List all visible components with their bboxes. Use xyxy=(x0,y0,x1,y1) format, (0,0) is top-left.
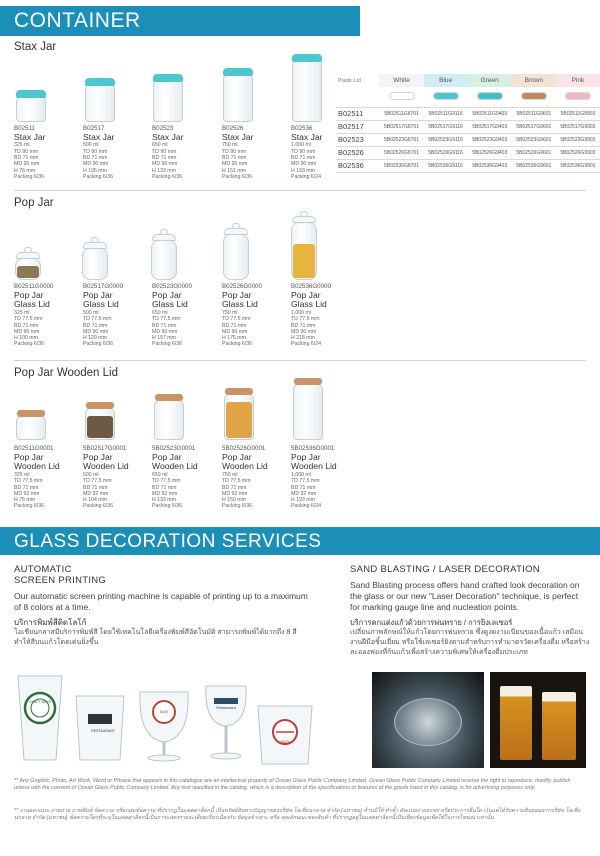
product-spec: 500 ml xyxy=(83,471,99,478)
product-spec: Packing 6/36 xyxy=(222,341,252,348)
lid-item-code: 5B02536G9116 xyxy=(424,159,468,172)
lid-table-header-row xyxy=(336,74,600,87)
product-spec: Packing 6/36 xyxy=(14,503,44,510)
lid-color-swatch xyxy=(521,92,547,100)
product-spec: 750 ml xyxy=(222,309,238,316)
product-spec: Packing 6/36 xyxy=(14,173,44,180)
product-spec: 325 ml xyxy=(14,309,30,316)
sand-blasting-block xyxy=(350,564,590,658)
glass-lid xyxy=(152,234,176,241)
product-code: B02511G0000 xyxy=(14,283,54,290)
product-spec: 325 ml xyxy=(14,142,30,149)
pop-section-title: Pop Jar xyxy=(14,197,54,209)
lid-item-code: 5B02511G9403 xyxy=(468,107,512,120)
product-spec: MD 92 mm xyxy=(222,490,248,497)
product-spec: H 218 mm xyxy=(291,335,315,342)
lid-color-header: Blue xyxy=(424,74,468,87)
services-title-bar xyxy=(0,527,600,555)
lid-knob xyxy=(232,223,240,229)
product-spec: Packing 6/36 xyxy=(152,341,182,348)
product-spec: BD 71 mm xyxy=(291,322,316,329)
product-card xyxy=(222,284,288,348)
lid-knob xyxy=(300,211,308,217)
product-code: B02517G0000 xyxy=(83,283,123,290)
product-lid-type: Glass Lid xyxy=(152,299,188,310)
product-name: Pop Jar xyxy=(291,451,321,462)
jar-image xyxy=(223,234,249,280)
product-name: Stax Jar xyxy=(83,131,115,142)
product-spec: BD 71 mm xyxy=(14,154,39,161)
product-spec: H 151 mm xyxy=(222,167,246,174)
lid-item-code: 5B02511G9601 xyxy=(512,107,556,120)
product-spec: Packing 6/24 xyxy=(291,341,321,348)
product-card xyxy=(222,446,288,510)
lid-row-code: B02523 xyxy=(336,133,379,146)
product-card xyxy=(83,446,149,510)
product-code: 5B02517G0001 xyxy=(83,445,127,452)
lid-item-code: 5B02536G8701 xyxy=(379,159,423,172)
product-name: Pop Jar xyxy=(222,289,252,300)
product-spec: MD 90 mm xyxy=(83,161,109,168)
sand-thai-heading: บริการตกแต่งแก้วด้วยการพ่นทราย / การยิงเลเซอร์ xyxy=(350,618,513,627)
product-spec: 650 ml xyxy=(152,142,168,149)
product-spec: H 75 mm xyxy=(14,497,36,504)
product-spec: 500 ml xyxy=(83,309,99,316)
product-code: 5B02523G0001 xyxy=(152,445,196,452)
lid-color-swatch xyxy=(565,92,591,100)
product-lid-type: Wooden Lid xyxy=(291,461,337,472)
product-spec: Packing 6/36 xyxy=(222,173,252,180)
glass-lid xyxy=(224,228,248,235)
product-code: 5B02526G0001 xyxy=(222,445,266,452)
lid-knob xyxy=(160,229,168,235)
product-spec: H 150 mm xyxy=(222,497,246,504)
lid-color-table xyxy=(336,74,600,173)
glass-lid xyxy=(83,242,107,249)
product-spec: 500 ml xyxy=(83,142,99,149)
product-spec: MD 90 mm xyxy=(152,161,178,168)
lid-swatch-cell xyxy=(468,87,512,107)
product-card xyxy=(291,446,357,510)
lid-item-code: 5B02517G9601 xyxy=(512,120,556,133)
product-spec: TD 90 mm xyxy=(291,148,316,155)
lid-color-swatch xyxy=(389,92,415,100)
product-name: Pop Jar xyxy=(152,289,182,300)
product-code: B02523G0000 xyxy=(152,283,192,290)
product-card xyxy=(14,446,80,510)
product-spec: 325 ml xyxy=(14,471,30,478)
product-spec: 1,000 ml xyxy=(291,309,311,316)
product-spec: 750 ml xyxy=(222,142,238,149)
lid-knob xyxy=(24,247,32,253)
product-spec: TD 77.5 mm xyxy=(291,316,320,323)
product-spec: MD 92 mm xyxy=(152,490,178,497)
product-spec: BD 71 mm xyxy=(222,322,247,329)
product-spec: TD 77.5 mm xyxy=(83,478,112,485)
wooden-lid xyxy=(225,388,253,395)
product-name: Pop Jar xyxy=(222,451,252,462)
product-spec: TD 77.5 mm xyxy=(83,316,112,323)
product-spec: H 76 mm xyxy=(14,167,36,174)
product-spec: 1,000 ml xyxy=(291,142,311,149)
lid-row-code: B02511 xyxy=(336,107,379,120)
product-name: Stax Jar xyxy=(291,131,323,142)
jar-lid xyxy=(16,90,46,98)
product-card xyxy=(14,284,80,348)
product-spec: H 193 mm xyxy=(291,167,315,174)
product-spec: 650 ml xyxy=(152,309,168,316)
product-spec: TD 77.5 mm xyxy=(14,316,43,323)
lid-item-code: 5B02523G8701 xyxy=(379,133,423,146)
product-spec: BD 71 mm xyxy=(83,484,108,491)
lid-item-code: 5B02511G9116 xyxy=(424,107,468,120)
product-spec: Packing 6/24 xyxy=(291,503,321,510)
product-spec: BD 71 mm xyxy=(14,322,39,329)
lid-swatch-cell xyxy=(379,87,423,107)
product-name: Stax Jar xyxy=(152,131,184,142)
product-lid-type: Wooden Lid xyxy=(152,461,198,472)
product-lid-type: Glass Lid xyxy=(83,299,119,310)
sand-blasted-glass-photo xyxy=(372,672,484,768)
footer-disclaimer-th: ** งานออกแบบ ภาพถ่าย ภาพพิมพ์ ข้อความ หรือกลุ่มข้อความ ที่ปรากฏในแคตตาล็อกนี้ เป็นทรัพย์สินทางปัญญาของบริษัท โอเชียนกลาส จำกัด (มหาชน) ห้ามมิให้ ทำซ้ำ ดัดแปลง เผยแพร่ หรือประการอื่นใด เว้นแต่ได้รับความยินยอมจากบริษัท โอเชียนกลาส จำกัด (มหาชน) ข้อความใดๆที่ระบุในแคตตาล็อกนี้เป็นการแสดงรายละเอียดเกี่ยวเนื่องกับ ข้อมูลจำเพาะ หรือ คุณลักษณะของสินค้า ที่ปรากฏอยู่ในแคตตาล็อกนี้เป็นเพียงข้อมูลเพื่อใช้ในการโฆษณาเท่านั้น xyxy=(14,808,581,822)
product-spec: TD 90 mm xyxy=(14,148,39,155)
jar-image xyxy=(223,74,253,122)
lid-row-code: B02536 xyxy=(336,159,379,172)
lid-item-code: 5B02511G9903 xyxy=(556,107,600,120)
product-spec: 750 ml xyxy=(222,471,238,478)
product-spec: Packing 6/36 xyxy=(152,173,182,180)
logo-text: BAR xyxy=(280,739,290,744)
lid-swatch-cell xyxy=(556,87,600,107)
lid-knob xyxy=(91,237,99,243)
product-spec: MD 92 mm xyxy=(83,490,109,497)
product-lid-type: Glass Lid xyxy=(14,299,50,310)
product-spec: TD 77.5 mm xyxy=(152,478,181,485)
lid-swatch-cell xyxy=(424,87,468,107)
product-spec: H 129 mm xyxy=(83,335,107,342)
wooden-lid xyxy=(155,394,183,401)
lid-table-row xyxy=(336,146,600,159)
jar-lid xyxy=(85,78,115,86)
product-code: B02536G0000 xyxy=(291,283,331,290)
product-spec: MD 90 mm xyxy=(291,161,317,168)
lid-color-header: Brown xyxy=(512,74,556,87)
product-code: B02517 xyxy=(83,125,105,132)
screen-heading-1: AUTOMATIC xyxy=(14,564,72,575)
lid-table-row xyxy=(336,159,600,172)
lid-table-body xyxy=(336,107,600,172)
product-spec: MD 90 mm xyxy=(83,328,109,335)
product-card xyxy=(152,284,218,348)
lid-row-code: B02526 xyxy=(336,146,379,159)
product-lid-type: Wooden Lid xyxy=(83,461,129,472)
wooden-lid xyxy=(294,378,322,385)
product-name: Pop Jar xyxy=(14,451,44,462)
product-spec: BD 71 mm xyxy=(83,154,108,161)
product-spec: Packing 6/36 xyxy=(83,503,113,510)
product-name: Stax Jar xyxy=(222,131,254,142)
lid-swatch-cell xyxy=(512,87,556,107)
lid-item-code: 5B02517G9403 xyxy=(468,120,512,133)
wooden-lid xyxy=(86,402,114,409)
product-spec: MD 92 mm xyxy=(14,490,40,497)
product-spec: H 105 mm xyxy=(83,167,107,174)
product-spec: BD 71 mm xyxy=(152,322,177,329)
jar-image xyxy=(292,60,322,122)
jar-contents xyxy=(293,244,315,278)
product-spec: Packing 6/36 xyxy=(83,173,113,180)
product-spec: TD 77.5 mm xyxy=(222,478,251,485)
product-lid-type: Wooden Lid xyxy=(222,461,268,472)
lid-item-code: 5B02526G8701 xyxy=(379,146,423,159)
product-card xyxy=(222,126,288,180)
product-spec: BD 71 mm xyxy=(222,154,247,161)
lid-table-row xyxy=(336,120,600,133)
sand-heading: SAND BLASTING / LASER DECORATION xyxy=(350,564,540,575)
lid-item-code: 5B02536G9903 xyxy=(556,159,600,172)
screen-body: Our automatic screen printing machine is capable of printing up to a maximum of 8 colors at a time. xyxy=(14,591,308,612)
lid-item-code: 5B02523G9403 xyxy=(468,133,512,146)
product-spec: TD 90 mm xyxy=(152,148,177,155)
product-card xyxy=(83,284,149,348)
jar-image xyxy=(16,96,46,122)
glass-lid xyxy=(292,216,316,223)
product-spec: H 175 mm xyxy=(222,335,246,342)
product-card xyxy=(14,126,80,180)
jar-image xyxy=(82,248,108,280)
beer-glass-image xyxy=(542,692,576,760)
lid-item-code: 5B02523G9116 xyxy=(424,133,468,146)
lid-item-code: 5B02536G9601 xyxy=(512,159,556,172)
product-name: Pop Jar xyxy=(83,451,113,462)
lid-item-code: 5B02526G9116 xyxy=(424,146,468,159)
product-spec: MD 90 mm xyxy=(291,328,317,335)
product-spec: MD 90 mm xyxy=(14,328,40,335)
product-spec: Packing 6/36 xyxy=(83,341,113,348)
product-card xyxy=(291,284,357,348)
jar-lid xyxy=(223,68,253,76)
lid-item-code: 5B02526G9903 xyxy=(556,146,600,159)
product-spec: BD 71 mm xyxy=(83,322,108,329)
product-lid-type: Wooden Lid xyxy=(14,461,60,472)
product-spec: Packing 6/24 xyxy=(291,173,321,180)
lid-item-code: 5B02511G8701 xyxy=(379,107,423,120)
product-spec: TD 77.5 mm xyxy=(222,316,251,323)
product-spec: H 133 mm xyxy=(152,497,176,504)
screen-thai-body: โอเชียนกลาสมีบริการพิมพ์สี โดยใช้เทคโนโลยีเครื่องพิมพ์สีอัตโนมัติ สามารถพิมพ์ได้มากถึง 8 สี ทำให้สีบนแก้วโดดเด่นยิ่งขึ้น xyxy=(14,629,297,646)
product-spec: MD 90 mm xyxy=(14,161,40,168)
glass-lid xyxy=(16,252,40,259)
lid-row-code: B02517 xyxy=(336,120,379,133)
product-spec: BD 71 mm xyxy=(152,484,177,491)
divider xyxy=(14,190,586,191)
screen-printing-block xyxy=(14,564,314,648)
jar-contents xyxy=(226,402,252,438)
jar-image xyxy=(153,80,183,122)
services-title: GLASS DECORATION SERVICES xyxy=(14,531,322,552)
screen-heading-2: SCREEN PRINTING xyxy=(14,575,107,586)
lid-table-row xyxy=(336,133,600,146)
logo-text: BAR xyxy=(159,709,169,714)
lid-item-code: 5B02526G9403 xyxy=(468,146,512,159)
product-lid-type: Glass Lid xyxy=(291,299,327,310)
lid-color-header: White xyxy=(379,74,423,87)
product-card xyxy=(152,446,218,510)
product-card xyxy=(152,126,218,180)
product-spec: MD 90 mm xyxy=(222,161,248,168)
stax-section-title: Stax Jar xyxy=(14,41,57,53)
product-spec: H 157 mm xyxy=(152,335,176,342)
jar-image xyxy=(16,416,46,440)
lid-item-code: 5B02517G9903 xyxy=(556,120,600,133)
page-title-bar xyxy=(0,6,360,36)
lid-table-row xyxy=(336,107,600,120)
screen-thai-heading: บริการพิมพ์สีติดโลโก้ xyxy=(14,618,87,627)
beer-glass-image xyxy=(500,686,532,760)
product-spec: TD 77.5 mm xyxy=(291,478,320,485)
jar-lid xyxy=(292,54,322,62)
product-spec: MD 90 mm xyxy=(152,328,178,335)
product-name: Pop Jar xyxy=(83,289,113,300)
product-code: B02526 xyxy=(222,125,244,132)
lid-item-code: 5B02517G8701 xyxy=(379,120,423,133)
product-spec: Packing 6/36 xyxy=(14,341,44,348)
product-spec: BD 71 mm xyxy=(291,484,316,491)
product-spec: TD 77.5 mm xyxy=(152,316,181,323)
lid-color-swatch xyxy=(433,92,459,100)
product-spec: TD 77.5 mm xyxy=(14,478,43,485)
glass-bottom-image xyxy=(394,698,462,746)
product-spec: H 133 mm xyxy=(152,167,176,174)
lid-item-code: 5B02526G9601 xyxy=(512,146,556,159)
jar-image xyxy=(85,84,115,122)
beer-glasses-photo xyxy=(490,672,586,768)
sand-body: Sand Blasting process offers hand crafted look decoration on the glass or our new "Laser Decoration" technique, is perfect for marking gauge line and nucleation points. xyxy=(350,580,580,612)
footer-disclaimer-en: ** Any Graphic, Photo, Art Work, Word or Phrase that appears in this catalogue are an intellectual property of Ocean Glass Public Company Limited. Ocean Glass Public Company Limited reserve the right to reproduce, modify, publish unless with the consent of Ocean Glass Public Company Limited. Any text specified in the catalog, which is a description of the specifications or features of the goods listed in this catalog, is for advertising purposes only. xyxy=(14,778,571,792)
product-code: B02523 xyxy=(152,125,174,132)
logo-text: RESTAURANT xyxy=(91,729,115,733)
jar-lid xyxy=(153,74,183,82)
product-spec: H 193 mm xyxy=(291,497,315,504)
product-code: B02511G0001 xyxy=(14,445,54,452)
product-spec: BD 71 mm xyxy=(152,154,177,161)
product-spec: BD 71 mm xyxy=(222,484,247,491)
lid-swatch-row xyxy=(336,87,600,107)
jar-contents xyxy=(87,416,113,438)
product-spec: Packing 6/36 xyxy=(222,503,252,510)
product-code: B02526G0000 xyxy=(222,283,262,290)
lid-item-code: 5B02517G9116 xyxy=(424,120,468,133)
jar-contents xyxy=(17,266,39,278)
logo-text: CRAFT BEER xyxy=(28,700,52,704)
wood-section-title: Pop Jar Wooden Lid xyxy=(14,367,118,379)
product-spec: TD 90 mm xyxy=(222,148,247,155)
product-lid-type: Glass Lid xyxy=(222,299,258,310)
product-spec: 1,000 ml xyxy=(291,471,311,478)
logo-text: Restaurant xyxy=(216,705,236,710)
product-name: Pop Jar xyxy=(152,451,182,462)
lid-item-code: 5B02523G9601 xyxy=(512,133,556,146)
lid-color-header: Pink xyxy=(556,74,600,87)
product-name: Pop Jar xyxy=(14,289,44,300)
lid-item-code: 5B02536G9403 xyxy=(468,159,512,172)
jar-image xyxy=(293,384,323,440)
product-spec: BD 71 mm xyxy=(14,484,39,491)
product-code: B02536 xyxy=(291,125,313,132)
lid-table-corner: Plastic Lid xyxy=(338,77,361,84)
product-name: Pop Jar xyxy=(291,289,321,300)
product-spec: MD 90 mm xyxy=(222,328,248,335)
lid-item-code: 5B02523G9903 xyxy=(556,133,600,146)
sand-thai-body: เปลี่ยนภาพลักษณ์ให้แก้วโดยการพ่นทราย ซึ่งดูงดงามเนียนของเนื้อแก้ว เสมือนงานฝีมือชิ้นเยี่ยม หรือใช้เลเซอร์ยิงตามสำหรับการทำมาตรวัดเครื่องดื่ม หรือสร้างละอองฟองที่ก้นแก้วเพื่อสร้างความพิเศษให้เครื่องดื่มประเภท xyxy=(350,629,590,656)
jar-image xyxy=(151,240,177,280)
divider xyxy=(14,360,586,361)
product-code: B02511 xyxy=(14,125,35,132)
lid-color-swatch xyxy=(477,92,503,100)
product-code: 5B02536G0001 xyxy=(291,445,335,452)
product-spec: Packing 6/36 xyxy=(152,503,182,510)
product-spec: TD 90 mm xyxy=(83,148,108,155)
product-spec: H 100 mm xyxy=(14,335,38,342)
page-title: CONTAINER xyxy=(14,9,141,32)
product-spec: 650 ml xyxy=(152,471,168,478)
lid-color-header: Green xyxy=(468,74,512,87)
product-spec: MD 92 mm xyxy=(291,490,317,497)
decorated-glassware xyxy=(14,668,334,768)
product-spec: BD 71 mm xyxy=(291,154,316,161)
jar-image xyxy=(154,400,184,440)
wooden-lid xyxy=(17,410,45,417)
product-name: Stax Jar xyxy=(14,131,46,142)
product-spec: H 104 mm xyxy=(83,497,107,504)
product-card xyxy=(83,126,149,180)
